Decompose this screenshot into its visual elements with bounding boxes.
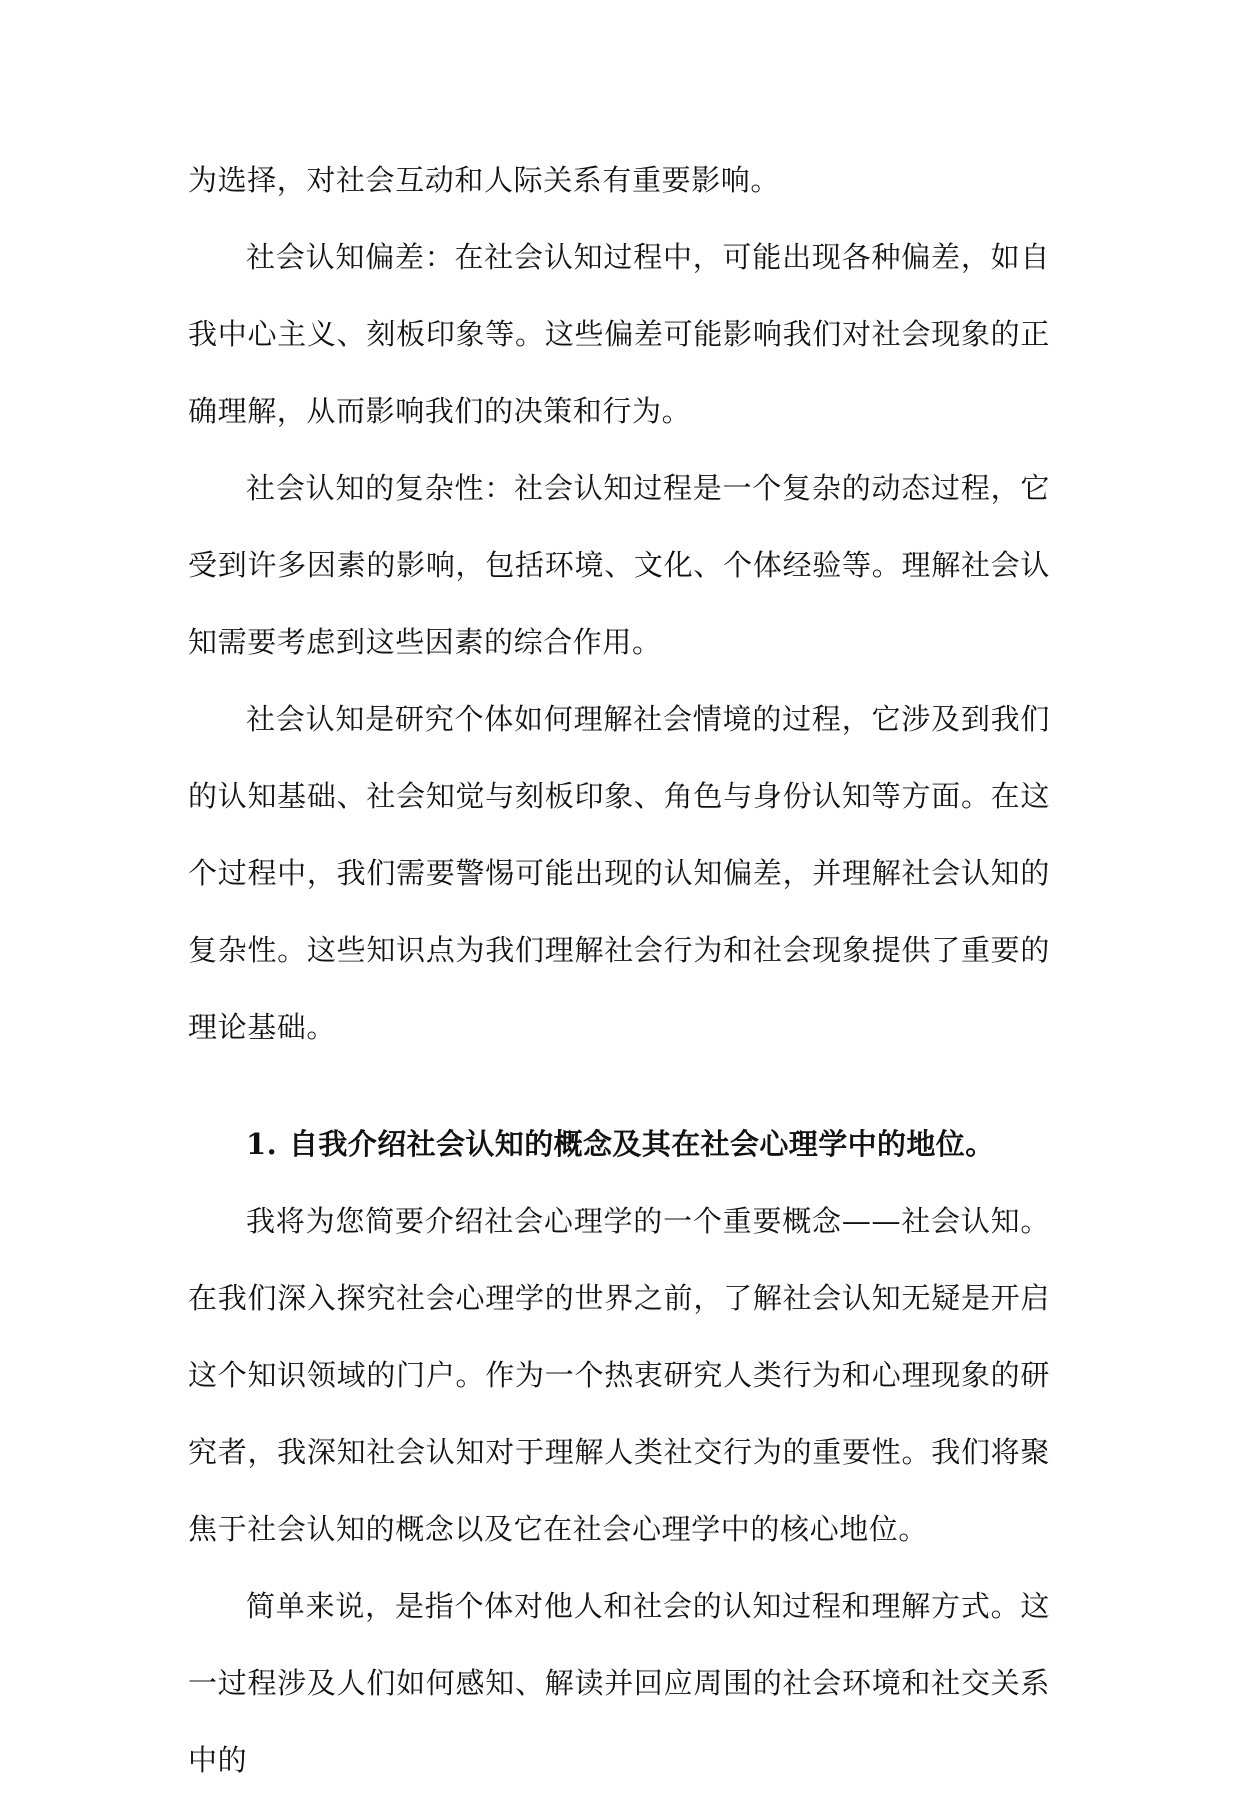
section-heading [188, 1106, 1050, 1183]
paragraph-cognitive-bias: 社会认知偏差：在社会认知过程中，可能出现各种偏差，如自我中心主义、刻板印象等。这些偏差可能影响我们对社会现象的正确理解，从而影响我们的决策和行为。 [188, 240, 1050, 428]
paragraph-introduction: 我将为您简要介绍社会心理学的一个重要概念——社会认知。在我们深入探究社会心理学的世界之前，了解社会认知无疑是开启这个知识领域的门户。作为一个热衷研究人类行为和心理现象的研究者，我深知社会认知对于理解人类社交行为的重要性。我们将聚焦于社会认知的概念以及它在社会心理学中的核心地位。 [188, 1204, 1050, 1546]
paragraph-summary: 社会认知是研究个体如何理解社会情境的过程，它涉及到我们的认知基础、社会知觉与刻板印象、角色与身份认知等方面。在这个过程中，我们需要警惕可能出现的认知偏差，并理解社会认知的复杂性。这些知识点为我们理解社会行为和社会现象提供了重要的理论基础。 [188, 702, 1050, 1044]
paragraph-definition: 简单来说，是指个体对他人和社会的认知过程和理解方式。这一过程涉及人们如何感知、解读并回应周围的社会环境和社交关系中的 [188, 1589, 1050, 1777]
section-number: 1. [246, 1127, 278, 1161]
paragraph-continuation: 为选择，对社会互动和人际关系有重要影响。 [188, 163, 781, 197]
paragraph-complexity: 社会认知的复杂性：社会认知过程是一个复杂的动态过程，它受到许多因素的影响，包括环境、文化、个体经验等。理解社会认知需要考虑到这些因素的综合作用。 [188, 471, 1050, 659]
document-body [188, 142, 1050, 1799]
section-title: 自我介绍社会认知的概念及其在社会心理学中的地位。 [289, 1127, 995, 1161]
